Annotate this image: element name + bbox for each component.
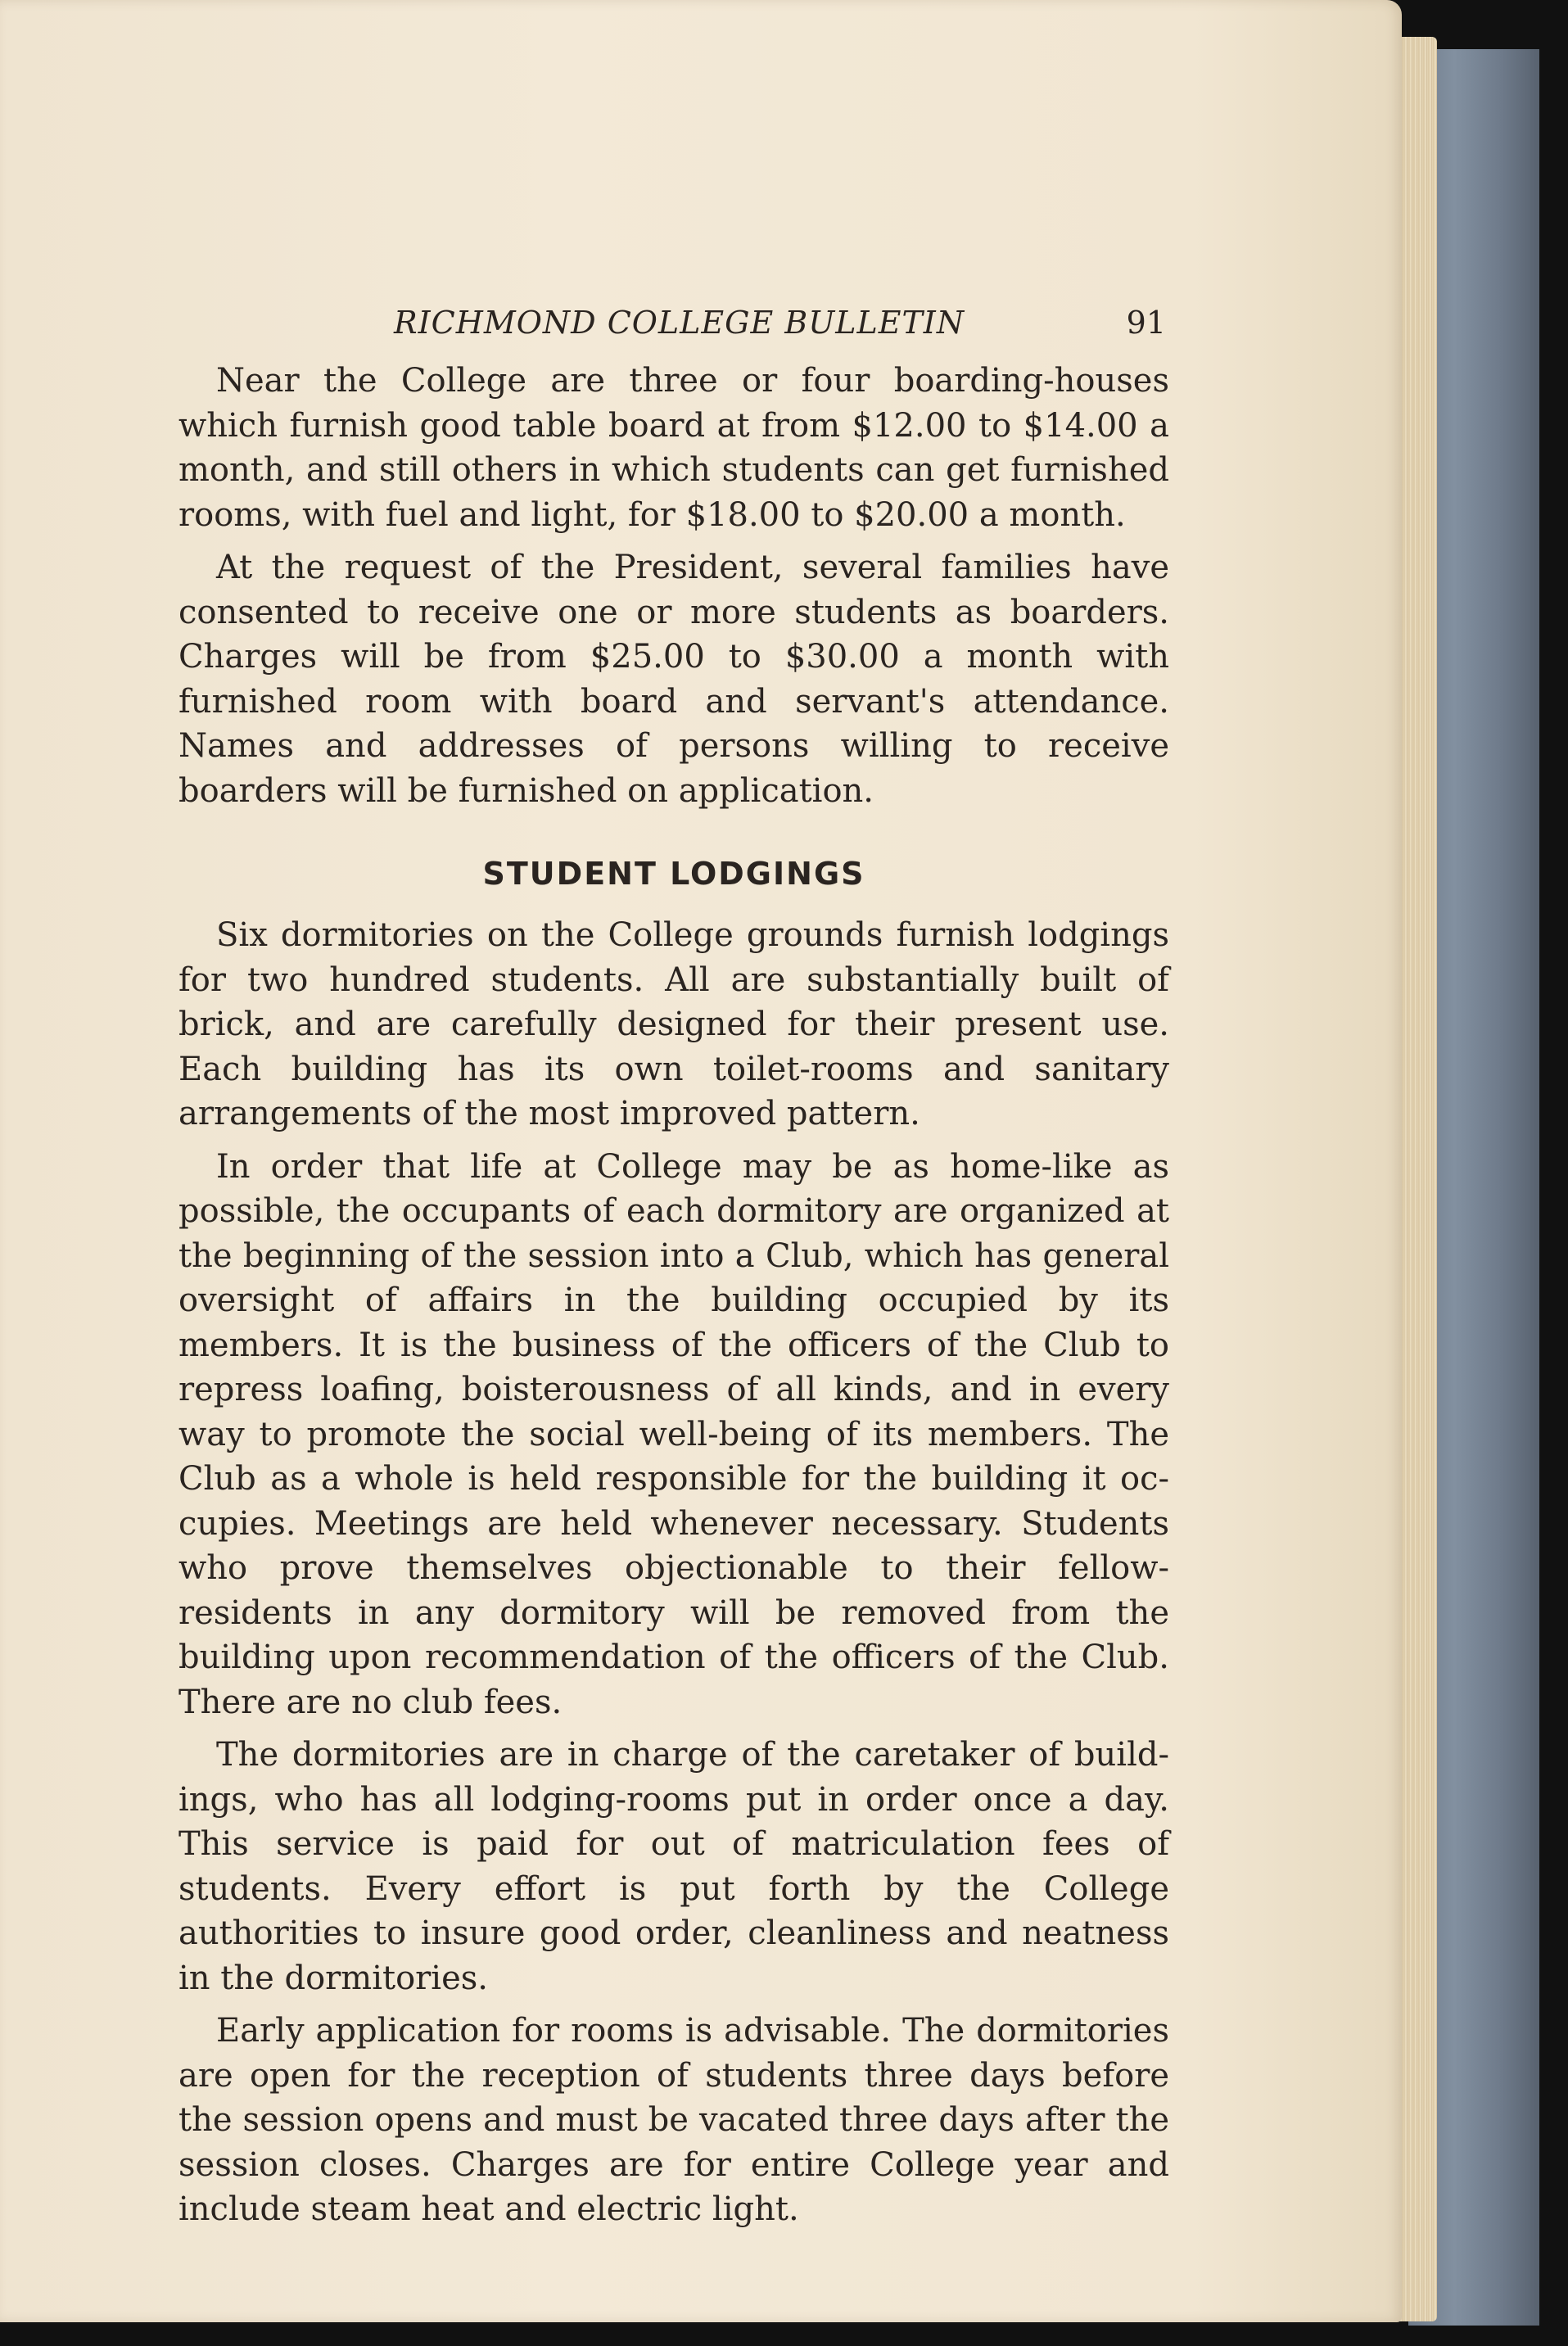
paragraph-boarding-houses: Near the College are three or four boarding-houses which furnish good table board at from $12.00 to $14.00 a month, and still others in which students can get furnished rooms, with fuel and light, for $18.00 to $20.00 a month. [178, 362, 1169, 534]
paragraph-club: In order that life at College may be as home-like as possible, the occupants of each dormitory are organized at the beginning of the session into a Club, which has general oversight of affairs in the building occupied by its members. It is the business of the officers of the Club to repress loafing, boisterousness of all kinds, and in every way to promote the social well-being of its members. The Club as a whole is held responsible for the building it occupies. Meetings are held whenever necessary. Students who prove themselves objectionable to their fellow-residents in any dormitory will be removed from the building upon recommendation of the officers of the Club. There are no club fees. [178, 1147, 1169, 1721]
paragraph-application: Early application for rooms is advisable. The dormitories are open for the reception of students three days before the session opens and must be vacated three days after the session closes. Charges are for entire College year and include steam heat and electric light. [178, 2012, 1169, 2228]
paragraph-families-boarders: At the request of the President, several families have consented to receive one or more students as boarders. Charges will be from $25.00 to $30.00 a month with furnished room with board and servant's attendance. Names and addresses of persons willing to receive boarders will be furnished on application. [178, 549, 1169, 810]
running-header [178, 305, 1169, 341]
page-text [178, 305, 1169, 2240]
page-number: 91 [1126, 305, 1166, 341]
running-header-title: RICHMOND COLLEGE BULLETIN [394, 305, 965, 341]
paragraph-caretaker: The dormitories are in charge of the caretaker of buildings, who has all lodging-rooms put in order once a day. This service is paid for out of matriculation fees of students. Every effort is put forth by the College authorities to insure good order, cleanliness and neatness in the dormitories. [178, 1736, 1169, 1997]
section-heading: STUDENT LODGINGS [482, 856, 865, 892]
paragraph-dormitories: Six dormitories on the College grounds furnish lodgings for two hundred students. All are substantially built of brick, and are carefully designed for their present use. Each building has its own toilet-rooms and sanitary arrangements of the most improved pattern. [178, 916, 1169, 1132]
